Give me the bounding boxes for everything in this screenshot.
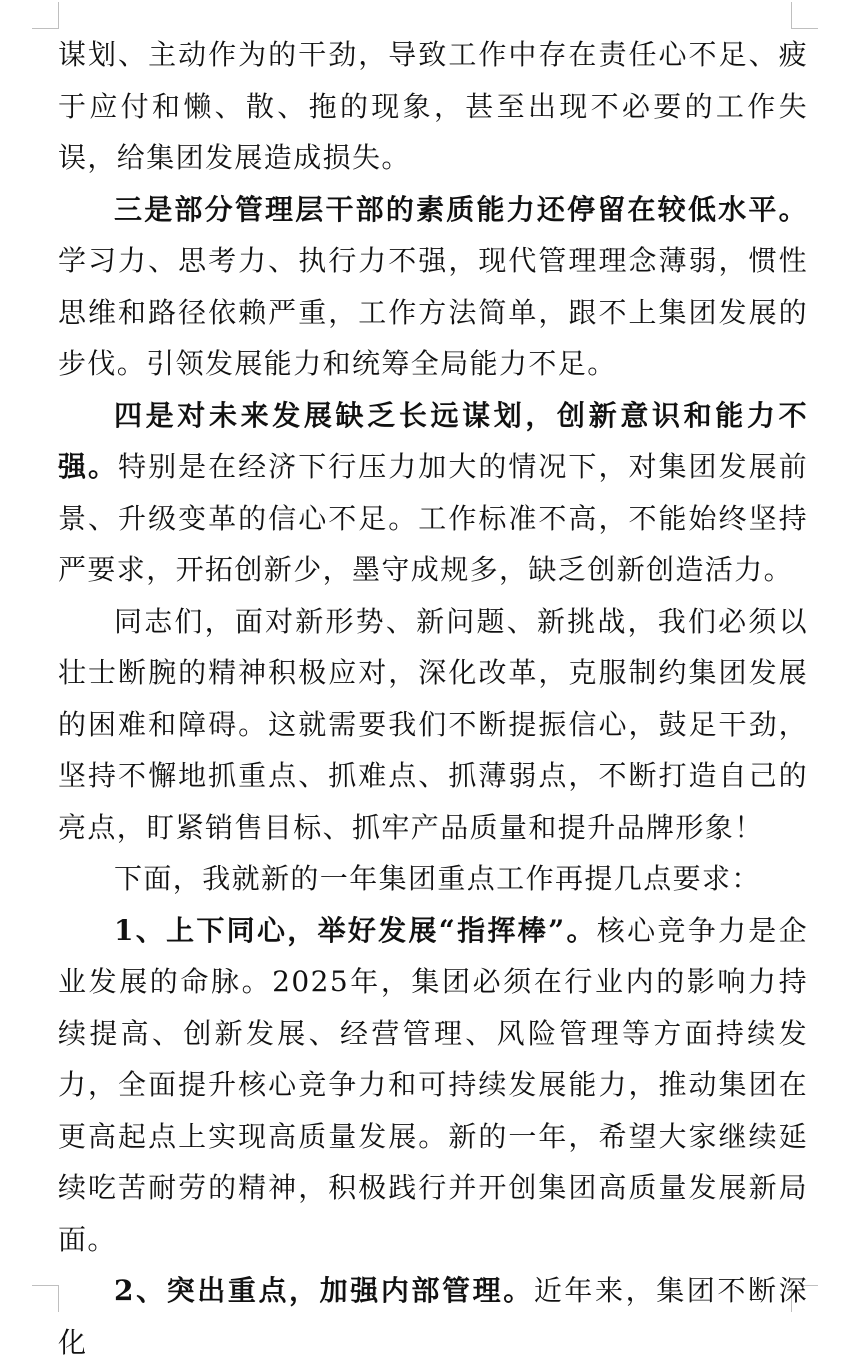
paragraph-heading: 三是部分管理层干部的素质能力还停留在较低水平。	[114, 192, 808, 226]
paragraph-text: 核心竞争力是企业发展的命脉。2025年，集团必须在行业内的影响力持续提高、创新发展、经营管理、风险管理等方面持续发力，全面提升核心竞争力和可持续发展能力，推动集团在更高起点上实现高质量发展。新的一年，希望大家继续延续吃苦耐劳的精神，积极践行并开创集团高质量发展新局面。	[58, 913, 808, 1256]
paragraph-text: 下面，我就新的一年集团重点工作再提几点要求：	[114, 862, 761, 895]
paragraph-heading: 1、上下同心，举好发展“指挥棒”。	[114, 913, 597, 947]
paragraph-heading: 四是对未来发展缺乏长远谋划，创新意识和能力不强。	[58, 398, 808, 483]
paragraph-requirements-intro	[58, 853, 808, 905]
paragraph-text: 学习力、思考力、执行力不强，现代管理理念薄弱，惯性思维和路径依赖严重，工作方法简单，跟不上集团发展的步伐。引领发展能力和统筹全局能力不足。	[58, 244, 808, 380]
page-corner-mark-top-right	[791, 2, 818, 29]
paragraph-text: 特别是在经济下行压力加大的情况下，对集团发展前景、升级变革的信心不足。工作标准不高，不能始终坚持严要求，开拓创新少，墨守成规多，缺乏创新创造活力。	[58, 450, 809, 586]
paragraph-point-four	[58, 390, 808, 596]
paragraph-heading: 2、突出重点，加强内部管理。	[114, 1274, 534, 1307]
paragraph-requirement-one	[58, 905, 808, 1266]
paragraph-text: 谋划、主动作为的干劲，导致工作中存在责任心不足、疲于应付和懒、散、拖的现象，甚至出现不必要的工作失误，给集团发展造成损失。	[58, 38, 808, 174]
paragraph-point-three	[58, 184, 808, 390]
paragraph-requirement-two	[58, 1265, 808, 1368]
paragraph-continued	[58, 29, 808, 184]
paragraph-text: 同志们，面对新形势、新问题、新挑战，我们必须以壮士断腕的精神积极应对，深化改革，克服制约集团发展的困难和障碍。这就需要我们不断提振信心，鼓足干劲，坚持不懈地抓重点、抓难点、抓薄弱点，不断打造自己的亮点，盯紧销售目标、抓牢产品质量和提升品牌形象！	[58, 604, 808, 844]
page-corner-mark-top-left	[32, 2, 59, 29]
page-corner-mark-bottom-left	[32, 1285, 59, 1312]
document-body	[58, 29, 808, 1368]
paragraph-text: 近年来，集团不断深化	[58, 1274, 808, 1359]
paragraph-comrades	[58, 596, 808, 854]
